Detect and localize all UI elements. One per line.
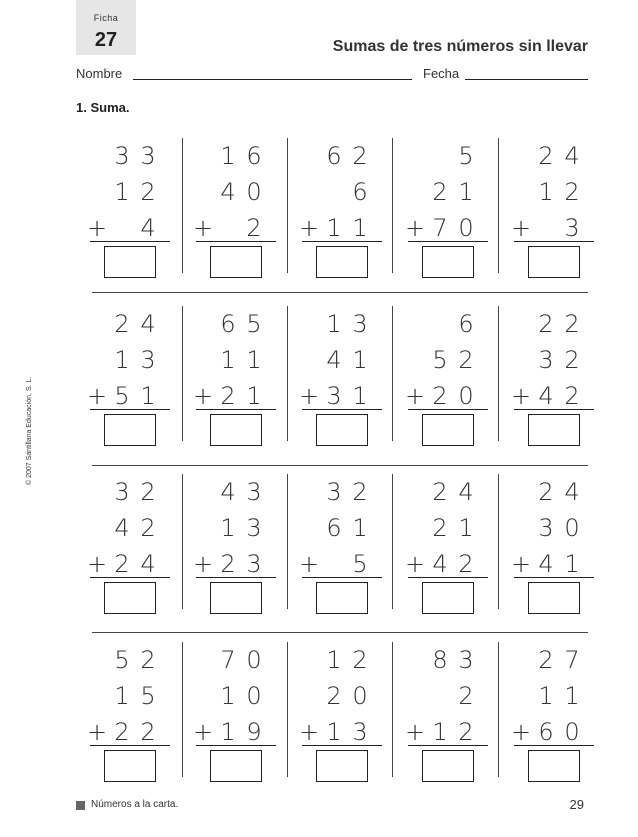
addend-3	[511, 215, 581, 241]
units-digit: 2	[564, 178, 580, 206]
sum-line	[90, 577, 170, 578]
copyright-notice: © 2007 Santillana Educación, S. L.	[26, 376, 33, 485]
plus-sign: +	[511, 382, 532, 410]
addend-3	[299, 383, 369, 409]
addend-2	[405, 347, 475, 373]
answer-box[interactable]	[422, 414, 474, 446]
tens-digit: 2	[114, 310, 130, 338]
addend-1	[87, 647, 157, 673]
column-separator	[498, 138, 499, 273]
fecha-field[interactable]	[465, 79, 588, 80]
tens-digit: 4	[114, 514, 130, 542]
answer-box[interactable]	[104, 750, 156, 782]
units-digit: 1	[352, 514, 368, 542]
column-separator	[287, 642, 288, 777]
row-divider	[92, 465, 588, 466]
tens-digit: 6	[326, 514, 342, 542]
plus-sign: +	[87, 550, 108, 578]
addend-3	[193, 215, 263, 241]
addend-3	[87, 719, 157, 745]
units-digit: 5	[246, 310, 262, 338]
tens-digit: 3	[538, 346, 554, 374]
exercise-title: 1. Suma.	[76, 100, 130, 115]
tens-digit: 4	[220, 478, 236, 506]
units-digit: 1	[246, 346, 262, 374]
addend-2	[405, 179, 475, 205]
units-digit: 0	[352, 682, 368, 710]
column-separator	[182, 306, 183, 441]
row-divider	[92, 292, 588, 293]
tens-digit: 4	[538, 382, 554, 410]
sum-line	[302, 745, 382, 746]
units-digit: 2	[564, 346, 580, 374]
addend-3	[299, 719, 369, 745]
units-digit: 5	[458, 142, 474, 170]
units-digit: 1	[352, 382, 368, 410]
units-digit: 5	[352, 550, 368, 578]
units-digit: 0	[564, 718, 580, 746]
units-digit: 2	[140, 478, 156, 506]
units-digit: 9	[246, 718, 262, 746]
plus-sign: +	[193, 718, 214, 746]
answer-box[interactable]	[210, 246, 262, 278]
addend-2	[193, 179, 263, 205]
sum-line	[302, 409, 382, 410]
answer-box[interactable]	[104, 414, 156, 446]
column-separator	[287, 306, 288, 441]
answer-box[interactable]	[422, 246, 474, 278]
tens-digit: 2	[114, 550, 130, 578]
tens-digit: 6	[326, 142, 342, 170]
tens-digit: 1	[326, 310, 342, 338]
units-digit: 0	[246, 646, 262, 674]
page-title: Sumas de tres números sin llevar	[332, 38, 588, 55]
units-digit: 6	[352, 178, 368, 206]
footer-text: Números a la carta.	[91, 799, 179, 810]
addend-2	[511, 179, 581, 205]
column-separator	[182, 474, 183, 609]
answer-box[interactable]	[316, 414, 368, 446]
tens-digit: 3	[326, 478, 342, 506]
units-digit: 7	[564, 646, 580, 674]
addend-2	[405, 515, 475, 541]
addend-1	[299, 479, 369, 505]
sum-line	[514, 577, 594, 578]
answer-box[interactable]	[528, 414, 580, 446]
sum-line	[90, 241, 170, 242]
addend-2	[193, 347, 263, 373]
column-separator	[498, 306, 499, 441]
addend-3	[405, 383, 475, 409]
sum-line	[196, 577, 276, 578]
sum-line	[408, 577, 488, 578]
tens-digit: 2	[326, 682, 342, 710]
addend-1	[299, 143, 369, 169]
sum-line	[408, 241, 488, 242]
column-separator	[498, 642, 499, 777]
sum-line	[90, 745, 170, 746]
units-digit: 4	[140, 310, 156, 338]
nombre-label: Nombre	[76, 66, 123, 81]
plus-sign: +	[299, 550, 320, 578]
units-digit: 2	[246, 214, 262, 242]
addend-3	[405, 551, 475, 577]
addend-1	[193, 647, 263, 673]
tens-digit: 1	[114, 682, 130, 710]
answer-box[interactable]	[528, 582, 580, 614]
tens-digit: 3	[326, 382, 342, 410]
tens-digit: 2	[114, 718, 130, 746]
units-digit: 0	[246, 178, 262, 206]
addend-1	[87, 479, 157, 505]
tens-digit: 2	[432, 382, 448, 410]
addend-2	[87, 347, 157, 373]
tens-digit: 2	[432, 178, 448, 206]
sum-line	[408, 409, 488, 410]
units-digit: 0	[458, 214, 474, 242]
column-separator	[392, 306, 393, 441]
units-digit: 3	[458, 646, 474, 674]
nombre-field[interactable]	[133, 79, 412, 80]
tens-digit: 1	[114, 346, 130, 374]
units-digit: 3	[352, 718, 368, 746]
addend-2	[193, 515, 263, 541]
tens-digit: 1	[326, 646, 342, 674]
sum-line	[196, 241, 276, 242]
units-digit: 2	[140, 718, 156, 746]
tens-digit: 3	[538, 514, 554, 542]
column-separator	[287, 474, 288, 609]
answer-box[interactable]	[422, 750, 474, 782]
sum-line	[196, 409, 276, 410]
plus-sign: +	[193, 550, 214, 578]
units-digit: 2	[458, 682, 474, 710]
tens-digit: 4	[220, 178, 236, 206]
column-separator	[392, 474, 393, 609]
plus-sign: +	[405, 718, 426, 746]
tens-digit: 2	[538, 310, 554, 338]
units-digit: 3	[564, 214, 580, 242]
answer-box[interactable]	[528, 750, 580, 782]
units-digit: 4	[140, 550, 156, 578]
addend-2	[405, 683, 475, 709]
addend-3	[299, 551, 369, 577]
units-digit: 2	[352, 478, 368, 506]
tens-digit: 2	[538, 478, 554, 506]
tens-digit: 1	[432, 718, 448, 746]
plus-sign: +	[299, 214, 320, 242]
addend-3	[87, 551, 157, 577]
sum-line	[514, 745, 594, 746]
plus-sign: +	[511, 214, 532, 242]
addend-2	[299, 347, 369, 373]
addend-1	[405, 311, 475, 337]
addend-2	[87, 515, 157, 541]
sum-line	[514, 241, 594, 242]
addend-1	[405, 647, 475, 673]
column-separator	[182, 138, 183, 273]
tens-digit: 5	[114, 382, 130, 410]
row-divider	[92, 632, 588, 633]
sum-line	[302, 241, 382, 242]
tens-digit: 1	[220, 718, 236, 746]
footer-square-icon	[76, 801, 85, 810]
answer-box[interactable]	[104, 246, 156, 278]
sum-line	[408, 745, 488, 746]
units-digit: 3	[140, 142, 156, 170]
units-digit: 0	[458, 382, 474, 410]
plus-sign: +	[193, 214, 214, 242]
addend-2	[511, 347, 581, 373]
addend-3	[193, 383, 263, 409]
units-digit: 3	[352, 310, 368, 338]
units-digit: 1	[352, 346, 368, 374]
tens-digit: 6	[220, 310, 236, 338]
addend-1	[511, 647, 581, 673]
ficha-number: 27	[94, 29, 118, 51]
sum-line	[90, 409, 170, 410]
addend-3	[193, 719, 263, 745]
addend-3	[511, 719, 581, 745]
addend-2	[511, 515, 581, 541]
plus-sign: +	[405, 214, 426, 242]
addend-1	[193, 143, 263, 169]
units-digit: 1	[140, 382, 156, 410]
answer-box[interactable]	[316, 750, 368, 782]
units-digit: 5	[140, 682, 156, 710]
units-digit: 1	[564, 682, 580, 710]
tens-digit: 1	[220, 142, 236, 170]
tens-digit: 6	[538, 718, 554, 746]
tens-digit: 3	[114, 142, 130, 170]
plus-sign: +	[511, 718, 532, 746]
tens-digit: 1	[220, 682, 236, 710]
units-digit: 2	[458, 718, 474, 746]
tens-digit: 4	[432, 550, 448, 578]
page-number: 29	[569, 797, 584, 812]
tens-digit: 2	[538, 646, 554, 674]
tens-digit: 2	[220, 382, 236, 410]
tens-digit: 1	[220, 514, 236, 542]
units-digit: 4	[564, 142, 580, 170]
plus-sign: +	[87, 382, 108, 410]
addend-1	[87, 311, 157, 337]
tens-digit: 1	[538, 682, 554, 710]
addend-1	[193, 479, 263, 505]
addend-3	[511, 551, 581, 577]
column-separator	[498, 474, 499, 609]
tens-digit: 1	[220, 346, 236, 374]
tens-digit: 8	[432, 646, 448, 674]
answer-box[interactable]	[210, 414, 262, 446]
answer-box[interactable]	[422, 582, 474, 614]
addend-3	[405, 215, 475, 241]
sum-line	[514, 409, 594, 410]
addend-1	[299, 647, 369, 673]
addend-3	[193, 551, 263, 577]
answer-box[interactable]	[210, 582, 262, 614]
addend-1	[511, 479, 581, 505]
answer-box[interactable]	[316, 246, 368, 278]
addend-1	[299, 311, 369, 337]
units-digit: 1	[246, 382, 262, 410]
answer-box[interactable]	[316, 582, 368, 614]
units-digit: 3	[140, 346, 156, 374]
plus-sign: +	[299, 382, 320, 410]
addend-2	[299, 179, 369, 205]
answer-box[interactable]	[210, 750, 262, 782]
tens-digit: 1	[114, 178, 130, 206]
plus-sign: +	[511, 550, 532, 578]
sum-line	[196, 745, 276, 746]
addend-1	[405, 143, 475, 169]
plus-sign: +	[405, 550, 426, 578]
addend-3	[405, 719, 475, 745]
units-digit: 2	[458, 346, 474, 374]
units-digit: 2	[352, 646, 368, 674]
addend-2	[299, 683, 369, 709]
tens-digit: 4	[326, 346, 342, 374]
units-digit: 6	[246, 142, 262, 170]
units-digit: 2	[352, 142, 368, 170]
addend-2	[193, 683, 263, 709]
units-digit: 0	[564, 514, 580, 542]
tens-digit: 2	[220, 550, 236, 578]
addend-1	[405, 479, 475, 505]
tens-digit: 4	[538, 550, 554, 578]
addend-2	[87, 179, 157, 205]
tens-digit: 2	[538, 142, 554, 170]
units-digit: 2	[140, 646, 156, 674]
units-digit: 1	[352, 214, 368, 242]
plus-sign: +	[405, 382, 426, 410]
plus-sign: +	[87, 214, 108, 242]
tens-digit: 1	[538, 178, 554, 206]
units-digit: 4	[140, 214, 156, 242]
sum-line	[302, 577, 382, 578]
tens-digit: 7	[432, 214, 448, 242]
column-separator	[287, 138, 288, 273]
tens-digit: 2	[432, 514, 448, 542]
units-digit: 1	[458, 178, 474, 206]
addend-3	[299, 215, 369, 241]
addend-2	[511, 683, 581, 709]
column-separator	[182, 642, 183, 777]
ficha-label: Ficha	[93, 13, 119, 23]
units-digit: 6	[458, 310, 474, 338]
units-digit: 3	[246, 478, 262, 506]
column-separator	[392, 138, 393, 273]
units-digit: 2	[140, 178, 156, 206]
addend-1	[193, 311, 263, 337]
tens-digit: 5	[432, 346, 448, 374]
addend-3	[87, 383, 157, 409]
plus-sign: +	[193, 382, 214, 410]
units-digit: 1	[458, 514, 474, 542]
units-digit: 3	[246, 514, 262, 542]
units-digit: 2	[564, 382, 580, 410]
addend-1	[511, 143, 581, 169]
units-digit: 3	[246, 550, 262, 578]
tens-digit: 1	[326, 214, 342, 242]
tens-digit: 3	[114, 478, 130, 506]
addend-3	[511, 383, 581, 409]
plus-sign: +	[87, 718, 108, 746]
ficha-box	[76, 0, 136, 55]
column-separator	[392, 642, 393, 777]
units-digit: 2	[458, 550, 474, 578]
units-digit: 2	[140, 514, 156, 542]
units-digit: 4	[458, 478, 474, 506]
units-digit: 4	[564, 478, 580, 506]
units-digit: 2	[564, 310, 580, 338]
tens-digit: 2	[432, 478, 448, 506]
addend-2	[87, 683, 157, 709]
tens-digit: 7	[220, 646, 236, 674]
fecha-label: Fecha	[423, 66, 460, 81]
addend-3	[87, 215, 157, 241]
addend-2	[299, 515, 369, 541]
tens-digit: 1	[326, 718, 342, 746]
answer-box[interactable]	[104, 582, 156, 614]
plus-sign: +	[299, 718, 320, 746]
addend-1	[511, 311, 581, 337]
addend-1	[87, 143, 157, 169]
units-digit: 0	[246, 682, 262, 710]
answer-box[interactable]	[528, 246, 580, 278]
tens-digit: 5	[114, 646, 130, 674]
units-digit: 1	[564, 550, 580, 578]
